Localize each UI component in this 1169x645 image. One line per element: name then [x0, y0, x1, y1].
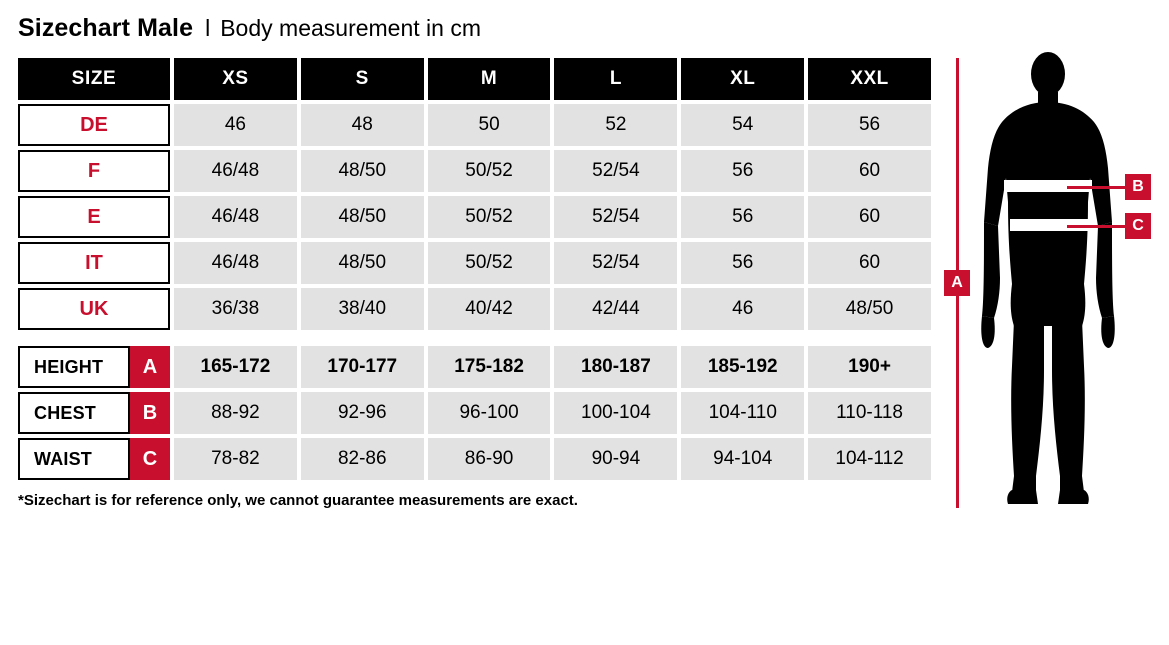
- table-row: [18, 438, 931, 480]
- cell-uk-m: 40/42: [428, 288, 551, 330]
- column-header-l: L: [554, 58, 677, 100]
- row-label-de: DE: [18, 104, 170, 146]
- column-header-xxl: XXL: [808, 58, 931, 100]
- cell-height-xxl: 190+: [808, 346, 931, 388]
- cell-uk-xxl: 48/50: [808, 288, 931, 330]
- cell-f-m: 50/52: [428, 150, 551, 192]
- row-label-f: F: [18, 150, 170, 192]
- cell-uk-xs: 36/38: [174, 288, 297, 330]
- cell-uk-s: 38/40: [301, 288, 424, 330]
- cell-f-xl: 56: [681, 150, 804, 192]
- column-header-s: S: [301, 58, 424, 100]
- title-subtitle: Body measurement in cm: [220, 15, 481, 41]
- cell-height-s: 170-177: [301, 346, 424, 388]
- cell-waist-l: 90-94: [554, 438, 677, 480]
- cell-e-l: 52/54: [554, 196, 677, 238]
- title-main: Sizechart Male: [18, 14, 194, 42]
- male-body-silhouette: [968, 52, 1128, 512]
- cell-uk-l: 42/44: [554, 288, 677, 330]
- cell-f-l: 52/54: [554, 150, 677, 192]
- cell-chest-xs: 88-92: [174, 392, 297, 434]
- column-header-xs: XS: [174, 58, 297, 100]
- figure-badge-c: C: [1125, 213, 1151, 239]
- cell-uk-xl: 46: [681, 288, 804, 330]
- footnote: *Sizechart is for reference only, we cannot guarantee measurements are exact.: [18, 492, 578, 509]
- table-row: [18, 392, 931, 434]
- cell-e-xl: 56: [681, 196, 804, 238]
- cell-de-l: 52: [554, 104, 677, 146]
- cell-chest-xxl: 110-118: [808, 392, 931, 434]
- table-header-row: [18, 58, 931, 100]
- cell-waist-s: 82-86: [301, 438, 424, 480]
- table-row: [18, 150, 931, 192]
- cell-waist-xl: 94-104: [681, 438, 804, 480]
- badge-b: B: [130, 392, 170, 434]
- cell-e-xxl: 60: [808, 196, 931, 238]
- cell-it-xxl: 60: [808, 242, 931, 284]
- row-label-height: HEIGHT: [18, 346, 130, 388]
- cell-waist-xs: 78-82: [174, 438, 297, 480]
- badge-a: A: [130, 346, 170, 388]
- cell-it-s: 48/50: [301, 242, 424, 284]
- cell-it-l: 52/54: [554, 242, 677, 284]
- cell-waist-m: 86-90: [428, 438, 551, 480]
- cell-chest-l: 100-104: [554, 392, 677, 434]
- cell-chest-s: 92-96: [301, 392, 424, 434]
- sizechart-table: [18, 58, 931, 484]
- row-label-e: E: [18, 196, 170, 238]
- cell-de-s: 48: [301, 104, 424, 146]
- table-row: [18, 196, 931, 238]
- column-header-xl: XL: [681, 58, 804, 100]
- cell-f-xs: 46/48: [174, 150, 297, 192]
- cell-e-xs: 46/48: [174, 196, 297, 238]
- table-row: [18, 346, 931, 388]
- cell-it-m: 50/52: [428, 242, 551, 284]
- figure-badge-b: B: [1125, 174, 1151, 200]
- cell-it-xs: 46/48: [174, 242, 297, 284]
- cell-height-l: 180-187: [554, 346, 677, 388]
- cell-e-s: 48/50: [301, 196, 424, 238]
- cell-height-xl: 185-192: [681, 346, 804, 388]
- table-row: [18, 242, 931, 284]
- row-label-it: IT: [18, 242, 170, 284]
- cell-de-xl: 54: [681, 104, 804, 146]
- title-separator: l: [205, 15, 211, 41]
- cell-chest-m: 96-100: [428, 392, 551, 434]
- table-row: [18, 288, 931, 330]
- cell-de-xxl: 56: [808, 104, 931, 146]
- table-row: [18, 104, 931, 146]
- cell-waist-xxl: 104-112: [808, 438, 931, 480]
- cell-e-m: 50/52: [428, 196, 551, 238]
- body-figure: [940, 52, 1155, 512]
- row-label-waist: WAIST: [18, 438, 130, 480]
- cell-f-xxl: 60: [808, 150, 931, 192]
- chest-measure-tick: [1067, 186, 1125, 189]
- cell-f-s: 48/50: [301, 150, 424, 192]
- cell-it-xl: 56: [681, 242, 804, 284]
- column-header-size: SIZE: [18, 58, 170, 100]
- column-header-m: M: [428, 58, 551, 100]
- cell-height-m: 175-182: [428, 346, 551, 388]
- figure-badge-a: A: [944, 270, 970, 296]
- badge-c: C: [130, 438, 170, 480]
- cell-height-xs: 165-172: [174, 346, 297, 388]
- page-title: [18, 14, 481, 43]
- cell-de-m: 50: [428, 104, 551, 146]
- cell-de-xs: 46: [174, 104, 297, 146]
- waist-measure-tick: [1067, 225, 1125, 228]
- row-label-chest: CHEST: [18, 392, 130, 434]
- cell-chest-xl: 104-110: [681, 392, 804, 434]
- row-label-uk: UK: [18, 288, 170, 330]
